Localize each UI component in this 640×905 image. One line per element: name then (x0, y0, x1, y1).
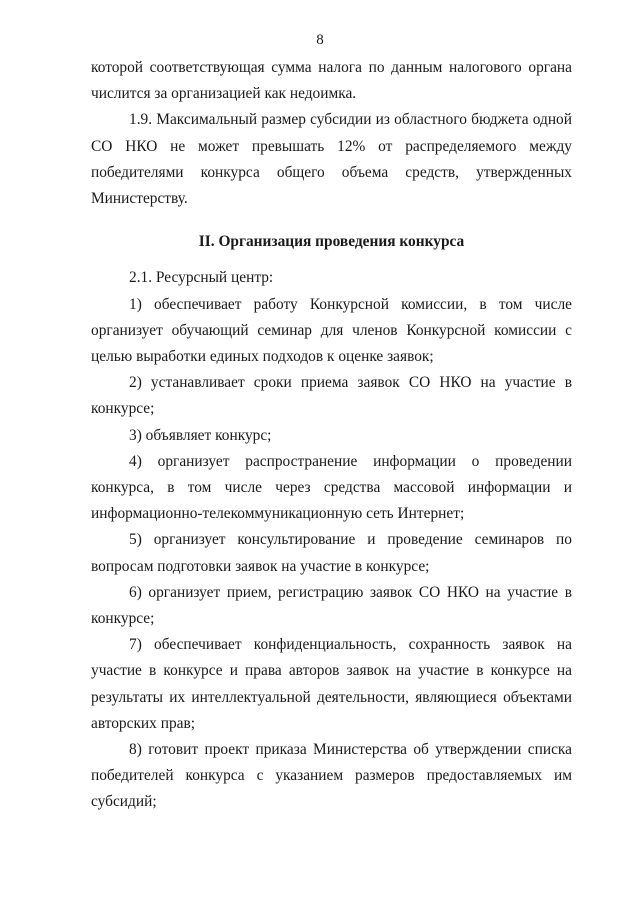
item-2: 2) устанавливает сроки приема заявок СО НКО на участие в конкурсе; (91, 374, 572, 418)
item-4: 4) организует распространение информации о проведении конкурса, в том числе через средства массовой информации и информационно-телекоммуникационную сеть Интернет; (91, 452, 572, 523)
paragraph-continuation: которой соответствующая сумма налога по данным налогового органа числится за организацией как недоимка. (91, 59, 572, 103)
item-1: 1) обеспечивает работу Конкурсной комиссии, в том числе организует обучающий семинар для членов Конкурсной комиссии с целью выработки единых подходов к оценке заявок; (91, 295, 572, 366)
item-3: 3) объявляет конкурс; (129, 426, 272, 444)
item-5: 5) организует консультирование и проведение семинаров по вопросам подготовки заявок на участие в конкурсе; (91, 531, 572, 575)
item-2-1: 2.1. Ресурсный центр: (129, 269, 274, 287)
page-number: 8 (316, 32, 324, 48)
item-6: 6) организует прием, регистрацию заявок СО НКО на участие в конкурсе; (91, 583, 572, 628)
item-8: 8) готовит проект приказа Министерства об утверждении списка победителей конкурса с указанием размеров предоставляемых им субсидий; (91, 741, 572, 811)
item-7: 7) обеспечивает конфиденциальность, сохранность заявок на участие в конкурсе и права авторов заявок на участие в конкурсе на результаты их интеллектуальной деятельности, являющиеся объектами авторских прав; (91, 636, 572, 732)
paragraph-1-9: 1.9. Максимальный размер субсидии из областного бюджета одной СО НКО не может превышать 12% от распределяемого между победителями конкурса общего объема средств, утвержденных Министерству. (91, 111, 572, 208)
document-body (91, 55, 572, 816)
section-heading: II. Организация проведения конкурса (198, 233, 465, 251)
